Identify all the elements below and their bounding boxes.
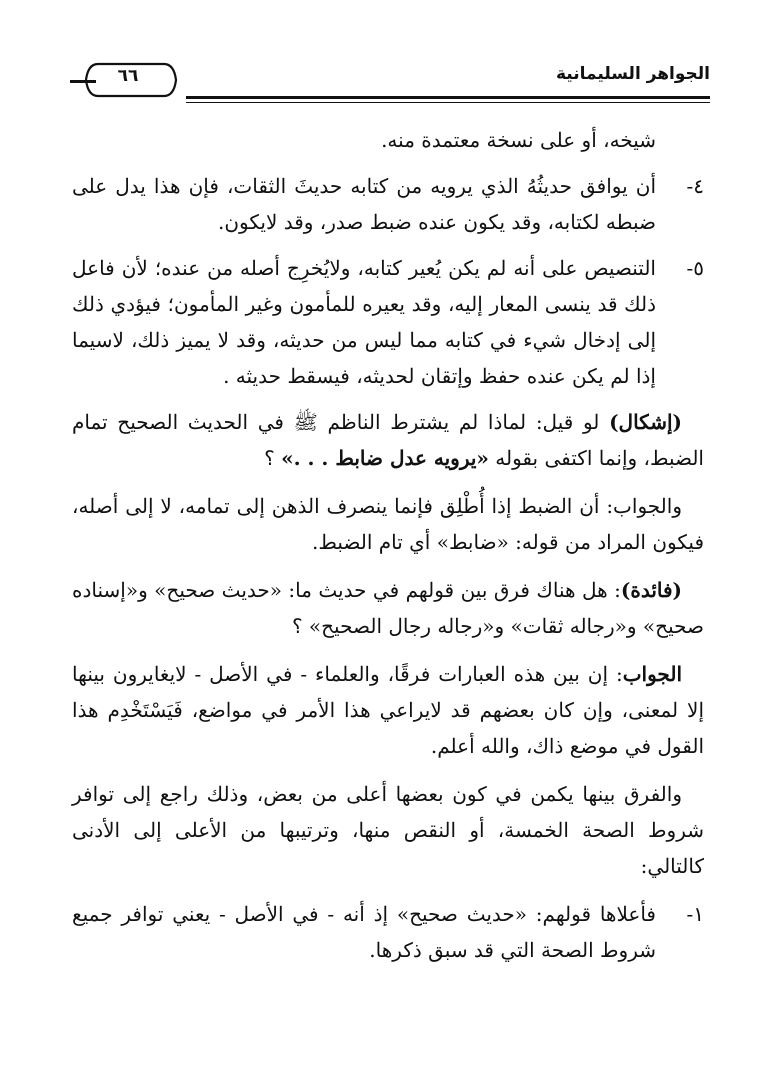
page-number: ٦٦ — [117, 66, 139, 86]
answer-paragraph-2 — [72, 656, 704, 764]
faida-lead: (فائدة) — [620, 578, 682, 602]
answer-2-text: : إن بين هذه العبارات فرقًا، والعلماء - في الأصل - لايغايرون بينها إلا لمعنى، وإن كان بعضهم قد لايراعي هذا الأمر في مواضع، فَيَسْتَخْدِم هذا القول في موضع ذاك، والله أعلم. — [72, 662, 704, 758]
faida-text: : هل هناك فرق بين قولهم في حديث ما: «حديث صحيح» و«إسناده صحيح» و«رجاله ثقات» و«رجاله رجال الصحيح» ؟ — [72, 578, 704, 638]
list-item-5 — [72, 250, 704, 394]
ishkal-quote: «يرويه عدل ضابط . . .» — [281, 446, 489, 470]
list-item-1 — [72, 896, 704, 968]
list-item-4 — [72, 168, 704, 240]
difference-paragraph — [72, 776, 704, 884]
page-header — [70, 58, 710, 108]
list-item-text: أن يوافق حديثُهُ الذي يرويه من كتابه حديثَ الثقات، فإن هذا يدل على ضبطه لكتابه، وقد يكون عنده ضبط صدر، وقد لايكون. — [72, 174, 656, 234]
header-rule-main — [186, 96, 710, 99]
continuation-text: شيخه، أو على نسخة معتمدة منه. — [381, 128, 656, 152]
ishkal-text-before: لو قيل: لماذا لم يشترط الناظم ﷺ في الحديث الصحيح تمام الضبط، وإنما اكتفى بقوله — [72, 410, 704, 470]
answer-1-text: والجواب: أن الضبط إذا أُطْلِق فإنما ينصرف الذهن إلى تمامه، لا إلى أصله، فيكون المراد من قوله: «ضابط» أي تام الضبط. — [72, 494, 704, 554]
answer-2-lead: الجواب — [622, 662, 682, 686]
difference-text: والفرق بينها يكمن في كون بعضها أعلى من بعض، وذلك راجع إلى توافر شروط الصحة الخمسة، أو النقص منها، وترتيبها من الأعلى إلى الأدنى كالتالي: — [72, 782, 704, 878]
list-item-number: ٤- — [686, 174, 704, 198]
header-rule-thin — [186, 102, 710, 103]
faida-paragraph — [72, 572, 704, 644]
ishkal-lead: (إشكال) — [609, 410, 682, 434]
list-item-text: فأعلاها قولهم: «حديث صحيح» إذ أنه - في الأصل - يعني توافر جميع شروط الصحة التي قد سبق ذكرها. — [72, 902, 656, 962]
page-body — [72, 122, 704, 978]
continuation-line — [72, 122, 704, 158]
ishkal-paragraph — [72, 404, 704, 476]
answer-paragraph-1 — [72, 488, 704, 560]
running-title: الجواهر السليمانية — [555, 64, 710, 84]
ishkal-text-after: ؟ — [264, 446, 282, 470]
list-item-number: ٥- — [686, 256, 704, 280]
list-item-text: التنصيص على أنه لم يكن يُعير كتابه، ولايُخرِج أصله من عنده؛ لأن فاعل ذلك قد ينسى المعار إليه، وقد يعيره للمأمون وغير المأمون؛ فيؤدي ذلك إلى إدخال شيء في كتابه مما ليس من حديثه، وقد لا يميز ذلك، لاسيما إذا لم يكن عنده حفظ وإتقان لحديثه، فيسقط حديثه . — [72, 256, 656, 388]
list-item-number: ١- — [686, 902, 704, 926]
